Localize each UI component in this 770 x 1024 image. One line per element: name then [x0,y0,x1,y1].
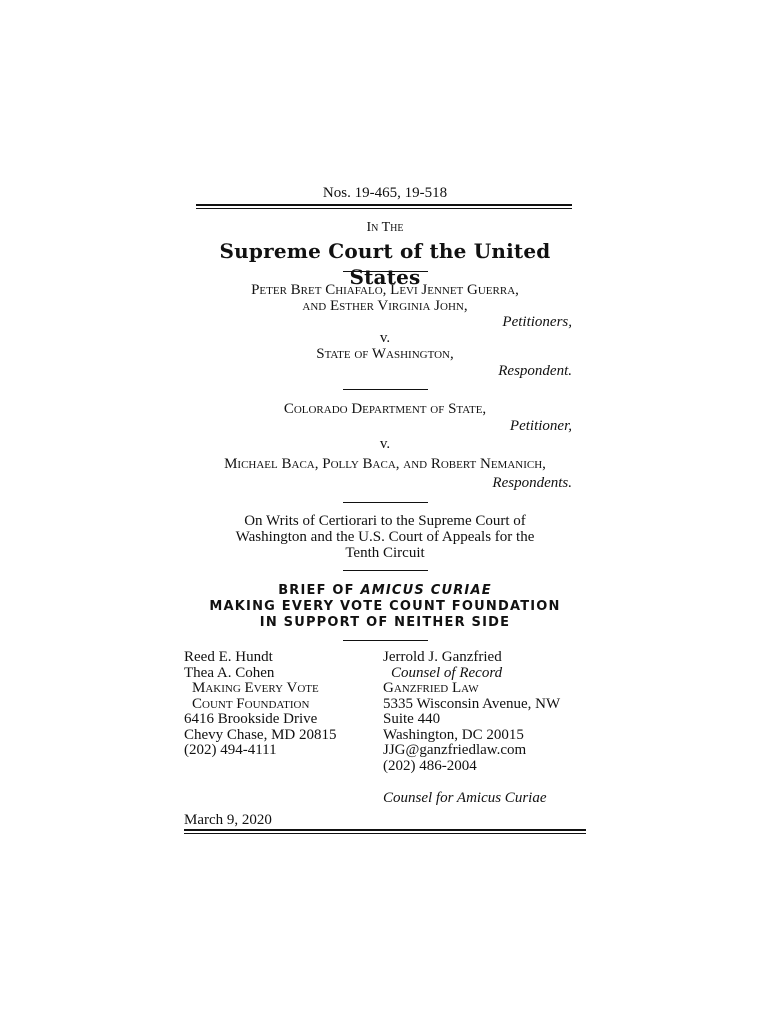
writs-line3: Tenth Circuit [345,545,425,561]
address-line2: Suite 440 [383,711,441,727]
filing-date: March 9, 2020 [184,812,272,828]
bottom-double-rule [184,829,586,834]
address-line1: 6416 Brookside Drive [184,711,318,727]
respondent-role: Respondent. [498,363,572,379]
respondent-name: State of Washington, [316,346,454,362]
phone-number: (202) 494-4111 [184,742,277,758]
respondents-2-names: Michael Baca, Polly Baca, and Robert Nemanich, [224,456,546,472]
counsel-of-record-role: Counsel of Record [391,664,503,681]
separator-dash [343,570,428,571]
separator-dash [343,389,428,390]
law-firm-name: Ganzfried Law [383,680,479,696]
court-name: Supreme Court of the United States [219,239,551,289]
counsel-right-block [383,650,560,774]
brief-title-line3: IN SUPPORT OF NEITHER SIDE [259,615,511,630]
writs-line1: On Writs of Certiorari to the Supreme Court of [244,513,526,529]
counsel-left-block [184,650,337,759]
address-line2: Chevy Chase, MD 20815 [184,726,337,743]
petitioner-2-name: Colorado Department of State, [283,401,487,417]
separator-dash [343,502,428,503]
respondents-2-role: Respondents. [492,475,572,491]
versus-2: v. [379,436,391,452]
versus-1: v. [379,330,391,346]
organization-line1: Making Every Vote [192,680,319,696]
petitioners-names-line2: and Esther Virginia John, [302,298,468,314]
brief-title-amicus: AMICUS CURIAE [360,583,492,598]
top-double-rule [196,204,572,209]
brief-title-line1 [184,583,586,599]
in-the-label: In The [366,220,404,235]
petitioners-role: Petitioners, [502,314,572,330]
address-line1: 5335 Wisconsin Avenue, NW [383,695,561,712]
counsel-of-record-name: Jerrold J. Ganzfried [383,649,502,665]
address-line3: Washington, DC 20015 [383,726,524,743]
counsel-for-amicus: Counsel for Amicus Curiae [383,790,547,806]
counsel-name: Reed E. Hundt [184,649,273,665]
separator-dash [343,640,428,641]
brief-title-line2: MAKING EVERY VOTE COUNT FOUNDATION [209,599,561,614]
petitioner-2-role: Petitioner, [509,418,572,434]
brief-title-prefix: BRIEF OF [278,583,361,598]
organization-line2: Count Foundation [192,695,310,712]
writs-line2: Washington and the U.S. Court of Appeals for the [235,529,535,545]
petitioners-names-line1: Peter Bret Chiafalo, Levi Jennet Guerra, [251,282,519,298]
case-numbers: Nos. 19-465, 19-518 [322,185,448,201]
counsel-name: Thea A. Cohen [184,664,275,681]
phone-number: (202) 486-2004 [383,757,477,774]
email-address: JJG@ganzfriedlaw.com [383,742,527,758]
separator-dash [343,271,428,272]
